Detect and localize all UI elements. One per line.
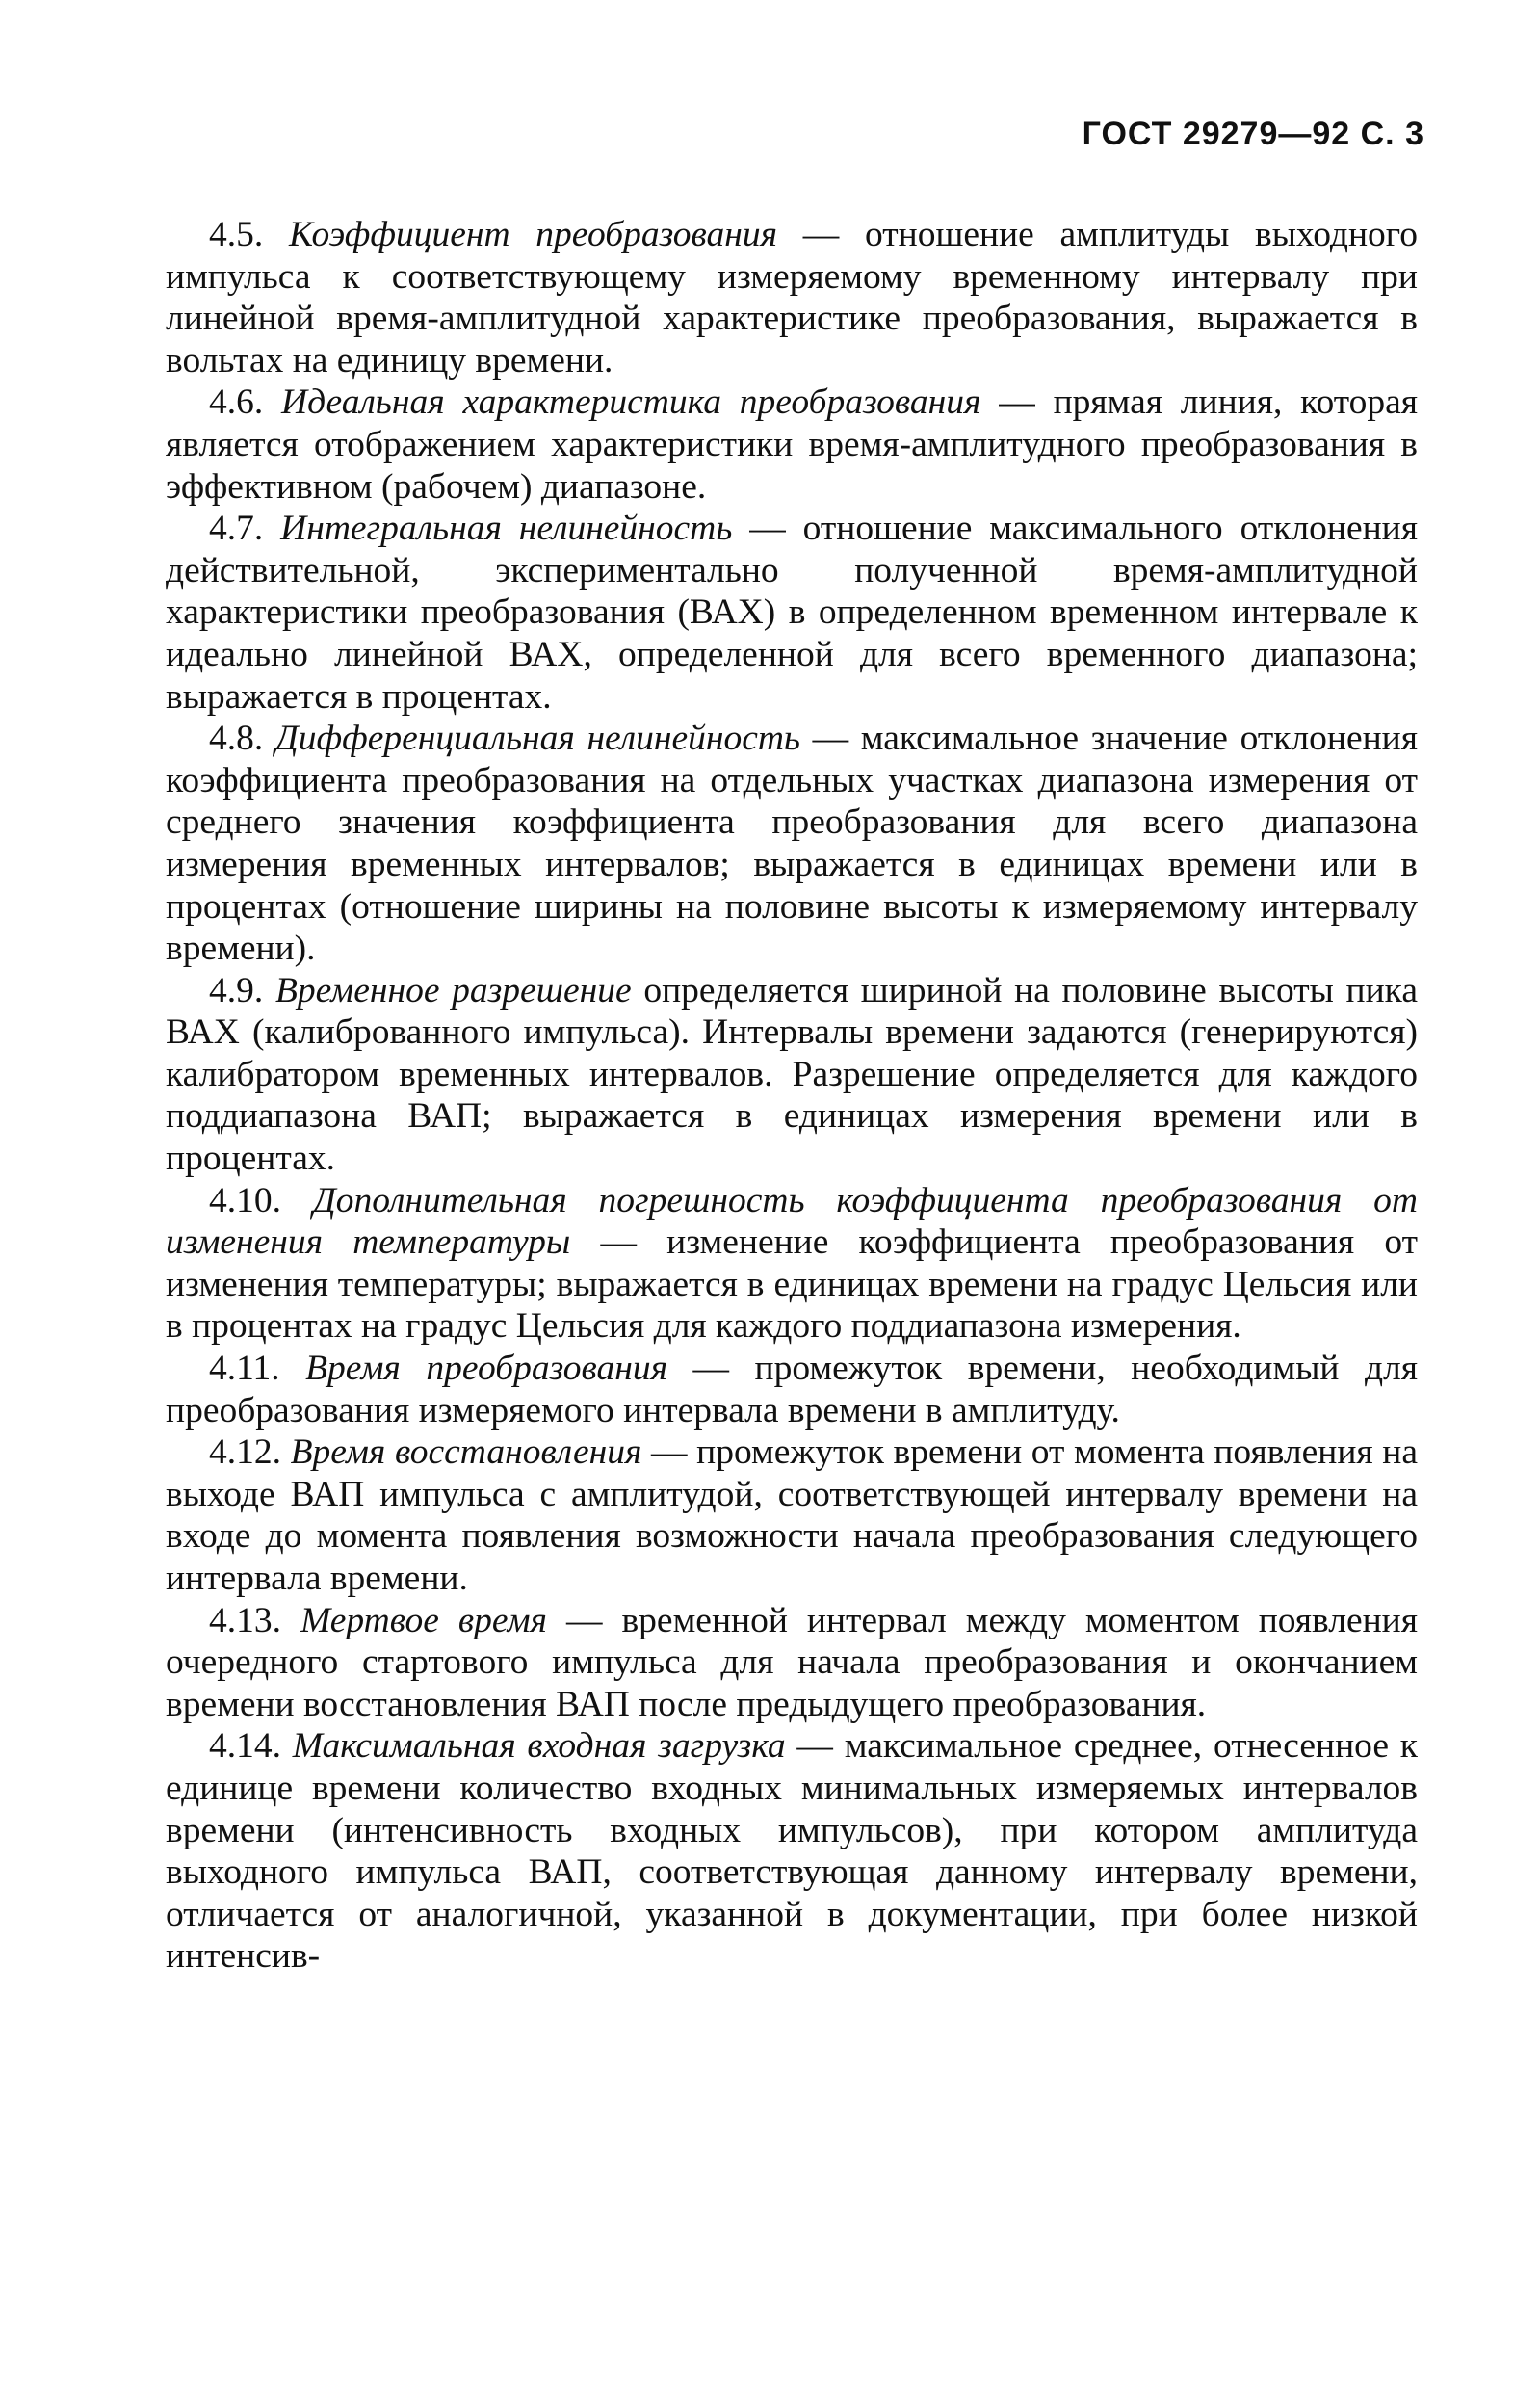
definition: — максимальное значение отклонения коэффициента преобразования на отдельных участках диапазона измерения от среднего значения коэффициента преобразования для всего диапазона измерения временных интервалов; выражается в единицах времени или в процентах (отношение ширины на половине высоты к измеряемому интервалу времени). xyxy=(166,719,1418,969)
definition: — отношение амплитуды выходного импульса к соответствующему измеряемому временному интервалу при линейной время-амплитудной характеристике преобразования, выражается в вольтах на единицу времени. xyxy=(166,215,1418,380)
term: Время восстановления xyxy=(290,1432,642,1473)
paragraph-4-8 xyxy=(166,718,1418,970)
definition: — промежуток времени от момента появления на выходе ВАП импульса с амплитудой, соответствующей интервалу времени на входе до момента появления возможности начала преобразования следующего интервала времени. xyxy=(166,1432,1418,1598)
clause-number: 4.14. xyxy=(209,1726,281,1767)
definition: — изменение коэффициента преобразования от изменения температуры; выражается в единицах времени на градус Цельсия или в процентах на градус Цельсия для каждого поддиапазона измерения. xyxy=(166,1222,1418,1347)
term: Дифференциальная нелинейность xyxy=(274,719,800,759)
clause-number: 4.7. xyxy=(209,509,264,549)
paragraph-4-10 xyxy=(166,1180,1418,1348)
definition: — отношение максимального отклонения действительной, экспериментально полученной время-амплитудной характеристики преобразования (ВАХ) в определенном временном интервале к идеально линейной ВАХ, определенной для всего временного диапазона; выражается в процентах. xyxy=(166,509,1418,717)
definition: определяется шириной на половине высоты пика ВАХ (калиброванного импульса). Интервалы времени задаются (генерируются) калибратором временных интервалов. Разрешение определяется для каждого поддиапазона ВАП; выражается в единицах измерения времени или в процентах. xyxy=(166,970,1418,1179)
definition: — максимальное среднее, отнесенное к единице времени количество входных минимальных измеряемых интервалов времени (интенсивность входных импульсов), при котором амплитуда выходного импульса ВАП, соответствующая данному интервалу времени, отличается от аналогичной, указанной в документации, при более низкой интенсив- xyxy=(166,1726,1418,1977)
clause-number: 4.9. xyxy=(209,970,264,1010)
clause-number: 4.10. xyxy=(209,1180,281,1220)
term: Временное разрешение xyxy=(274,970,632,1010)
term: Максимальная входная загрузка xyxy=(292,1726,786,1767)
term: Идеальная характеристика преобразования xyxy=(281,382,981,423)
paragraph-4-11 xyxy=(166,1348,1418,1431)
paragraph-4-6 xyxy=(166,381,1418,508)
term: Коэффициент преобразования xyxy=(288,215,778,254)
clause-number: 4.5. xyxy=(209,215,264,254)
clause-number: 4.11. xyxy=(209,1349,280,1389)
paragraph-4-9 xyxy=(166,970,1418,1180)
paragraph-4-5 xyxy=(166,214,1418,381)
definition: — прямая линия, которая является отображением характеристики время-амплитудного преобразования в эффективном (рабочем) диапазоне. xyxy=(166,382,1418,507)
term: Интегральная нелинейность xyxy=(280,509,733,549)
clause-number: 4.12. xyxy=(209,1432,281,1473)
paragraph-4-14 xyxy=(166,1725,1418,1978)
document-body xyxy=(166,214,1418,1978)
definition: — временной интервал между моментом появления очередного стартового импульса для начала преобразования и окончанием времени восстановления ВАП после предыдущего преобразования. xyxy=(166,1600,1418,1724)
clause-number: 4.8. xyxy=(209,719,264,759)
definition: — промежуток времени, необходимый для преобразования измеряемого интервала времени в амплитуду. xyxy=(166,1349,1419,1430)
term: Время преобразования xyxy=(305,1349,668,1389)
term: Мертвое время xyxy=(300,1600,547,1640)
clause-number: 4.13. xyxy=(209,1600,281,1640)
clause-number: 4.6. xyxy=(209,382,264,423)
paragraph-4-7 xyxy=(166,508,1418,718)
page-header: ГОСТ 29279—92 С. 3 xyxy=(1082,116,1424,152)
paragraph-4-12 xyxy=(166,1431,1418,1599)
term: Дополнительная погрешность коэффициента преобразования от изменения температуры xyxy=(166,1180,1419,1263)
paragraph-4-13 xyxy=(166,1600,1418,1726)
